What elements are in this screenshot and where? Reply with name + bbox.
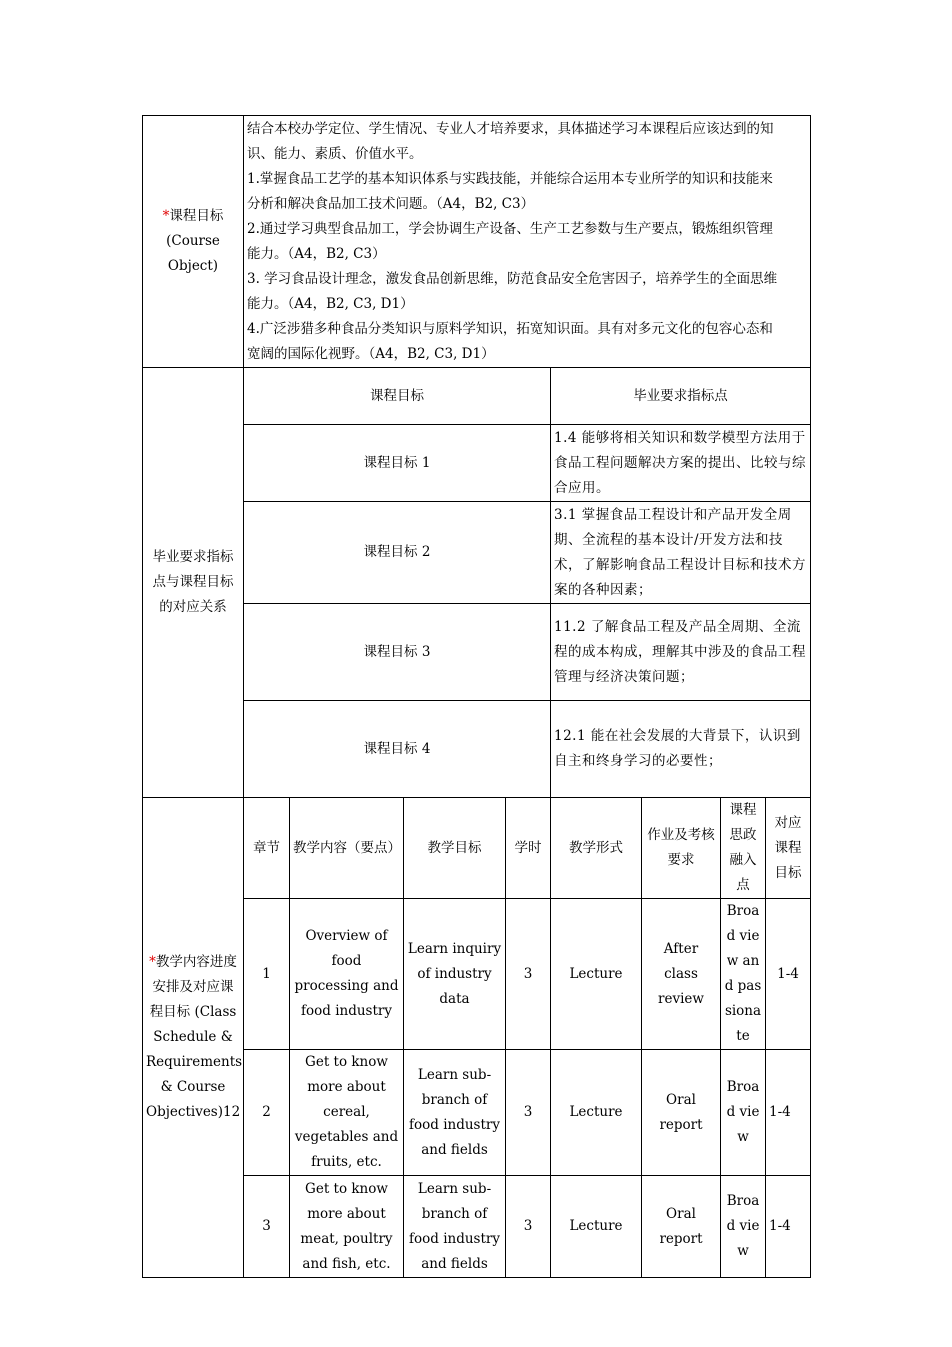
cell-hours: 3 xyxy=(506,899,551,1050)
header-content: 教学内容（要点） xyxy=(290,798,404,899)
header-hours: 学时 xyxy=(506,798,551,899)
schedule-row xyxy=(143,1176,811,1278)
header-chapter: 章节 xyxy=(244,798,290,899)
course-table xyxy=(142,115,811,1278)
mapping-requirement: 1.4 能够将相关知识和数学模型方法用于食品工程问题解决方案的提出、比较与综合应用。 xyxy=(551,425,811,502)
cell-content: Get to know more about meat, poultry and fish, etc. xyxy=(290,1176,404,1278)
course-object-line: 能力。（A4，B2, C3, D1） xyxy=(247,295,414,312)
cell-ideology: Broad view and passionate xyxy=(721,899,766,1050)
mapping-row xyxy=(143,502,811,604)
cell-goal: Learn sub-branch of food industry and fields xyxy=(404,1050,506,1176)
course-object-label-en: (Course Object) xyxy=(166,233,220,274)
mapping-objective: 课程目标 4 xyxy=(244,701,551,798)
course-object-row xyxy=(143,116,811,368)
cell-hours: 3 xyxy=(506,1176,551,1278)
cell-form: Lecture xyxy=(551,899,642,1050)
course-object-content xyxy=(244,116,811,368)
course-object-line: 1.掌握食品工艺学的基本知识体系与实践技能，并能综合运用本专业所学的知识和技能来 xyxy=(247,170,773,187)
mapping-header-row xyxy=(143,368,811,425)
schedule-label-cn: 教学内容进度安排及对应课程目标 xyxy=(149,954,237,1020)
cell-form: Lecture xyxy=(551,1176,642,1278)
course-object-line: 识、能力、素质、价值水平。 xyxy=(247,145,423,162)
course-object-label xyxy=(143,116,244,368)
cell-objective: 1-4 xyxy=(766,1050,811,1176)
schedule-label xyxy=(143,798,244,1278)
mapping-row xyxy=(143,701,811,798)
cell-homework: Oral report xyxy=(642,1050,721,1176)
mapping-requirement: 3.1 掌握食品工程设计和产品开发全周期、全流程的基本设计/开发方法和技术，了解影响食品工程设计目标和技术方案的各种因素； xyxy=(551,502,811,604)
course-object-line: 4.广泛涉猎多种食品分类知识与原料学知识，拓宽知识面。具有对多元文化的包容心态和 xyxy=(247,320,773,337)
cell-chapter: 1 xyxy=(244,899,290,1050)
schedule-label-en: (Class Schedule & Requirements & Course Objectives)12 xyxy=(146,1004,243,1120)
course-object-line: 能力。（A4，B2, C3） xyxy=(247,245,386,262)
mapping-objective: 课程目标 2 xyxy=(244,502,551,604)
mapping-header-objective: 课程目标 xyxy=(244,368,551,425)
mapping-row xyxy=(143,604,811,701)
course-object-line: 2.通过学习典型食品加工，学会协调生产设备、生产工艺参数与生产要点，锻炼组织管理 xyxy=(247,220,773,237)
cell-ideology: Broad view xyxy=(721,1050,766,1176)
cell-content: Overview of food processing and food industry xyxy=(290,899,404,1050)
course-object-line: 结合本校办学定位、学生情况、专业人才培养要求，具体描述学习本课程后应该达到的知 xyxy=(247,120,774,137)
header-goal: 教学目标 xyxy=(404,798,506,899)
mapping-requirement: 12.1 能在社会发展的大背景下，认识到自主和终身学习的必要性； xyxy=(551,701,811,798)
required-star: * xyxy=(162,208,170,224)
cell-form: Lecture xyxy=(551,1050,642,1176)
cell-chapter: 3 xyxy=(244,1176,290,1278)
header-objective: 对应课程目标 xyxy=(766,798,811,899)
cell-objective: 1-4 xyxy=(766,899,811,1050)
cell-content: Get to know more about cereal, vegetables and fruits, etc. xyxy=(290,1050,404,1176)
course-object-label-cn: 课程目标 xyxy=(169,208,224,224)
cell-hours: 3 xyxy=(506,1050,551,1176)
cell-goal: Learn sub-branch of food industry and fields xyxy=(404,1176,506,1278)
header-form: 教学形式 xyxy=(551,798,642,899)
cell-homework: Oral report xyxy=(642,1176,721,1278)
course-object-line: 3. 学习食品设计理念，激发食品创新思维，防范食品安全危害因子，培养学生的全面思维 xyxy=(247,270,778,287)
mapping-objective: 课程目标 1 xyxy=(244,425,551,502)
mapping-label: 毕业要求指标 点与课程目标 的对应关系 xyxy=(143,368,244,798)
mapping-header-requirement: 毕业要求指标点 xyxy=(551,368,811,425)
cell-ideology: Broad view xyxy=(721,1176,766,1278)
schedule-row xyxy=(143,899,811,1050)
mapping-requirement: 11.2 了解食品工程及产品全周期、全流程的成本构成，理解其中涉及的食品工程管理与经济决策问题； xyxy=(551,604,811,701)
schedule-header-row xyxy=(143,798,811,899)
required-star: * xyxy=(149,954,156,970)
cell-homework: After class review xyxy=(642,899,721,1050)
cell-chapter: 2 xyxy=(244,1050,290,1176)
course-object-line: 分析和解决食品加工技术问题。（A4，B2, C3） xyxy=(247,195,535,212)
cell-goal: Learn inquiry of industry data xyxy=(404,899,506,1050)
header-ideology: 课程思政融入点 xyxy=(721,798,766,899)
mapping-row xyxy=(143,425,811,502)
schedule-row xyxy=(143,1050,811,1176)
mapping-objective: 课程目标 3 xyxy=(244,604,551,701)
header-homework: 作业及考核要求 xyxy=(642,798,721,899)
cell-objective: 1-4 xyxy=(766,1176,811,1278)
course-object-line: 宽阔的国际化视野。（A4，B2, C3, D1） xyxy=(247,345,495,362)
